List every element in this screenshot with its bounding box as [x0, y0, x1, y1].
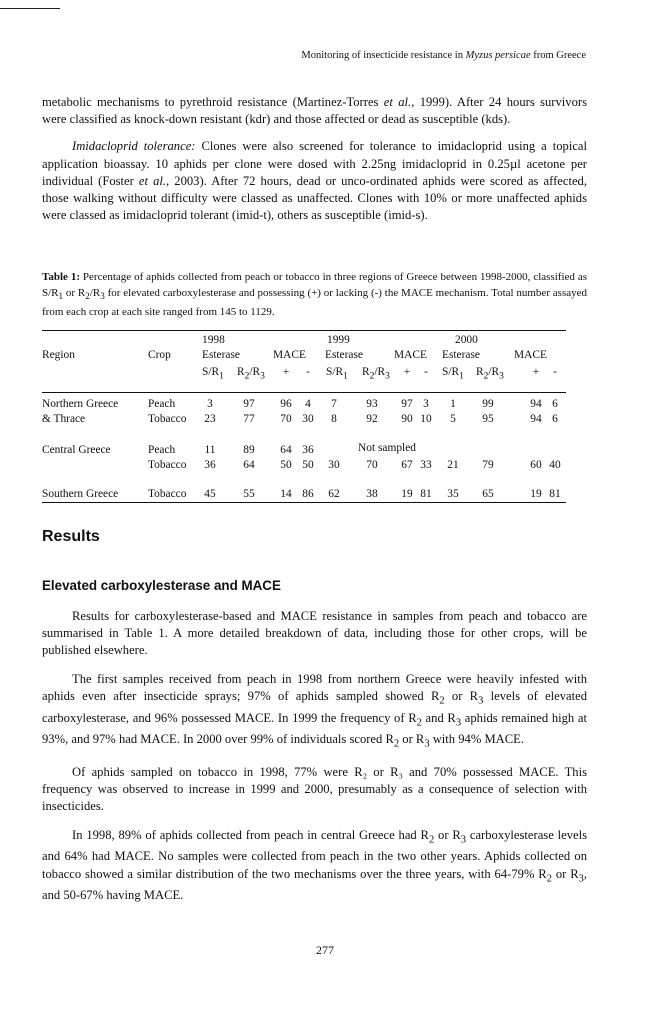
plus-1999: +: [403, 366, 411, 378]
sr1-2000: $S/R_1$: [442, 366, 464, 382]
table-value-cell: 35: [447, 488, 459, 500]
crop-cell: Tobacco: [148, 488, 187, 500]
table-value-cell: 38: [366, 488, 378, 500]
esterase-1998: Esterase: [202, 349, 240, 361]
table-value-cell: 10: [420, 413, 432, 425]
r2r3-1998: $R_2/R_3$: [237, 366, 265, 382]
intro-text: [42, 94, 587, 224]
mace-1999: MACE: [394, 349, 427, 361]
region-cell: Northern Greece: [42, 398, 119, 410]
table-value-cell: 6: [552, 413, 558, 425]
region-cell: Southern Greece: [42, 488, 119, 500]
running-head-species: Myzus persicae: [465, 50, 531, 61]
table-value-cell: 3: [207, 398, 213, 410]
table-value-cell: 19: [401, 488, 413, 500]
page-number: 277: [316, 943, 334, 957]
esterase-1999: Esterase: [325, 349, 363, 361]
table-value-cell: 94: [530, 413, 542, 425]
table-value-cell: 67: [401, 459, 413, 471]
table-value-cell: 1: [450, 398, 456, 410]
crop-cell: Tobacco: [148, 413, 187, 425]
results-heading: Results: [42, 528, 100, 545]
intro-paragraph-1: metabolic mechanisms to pyrethroid resistance (Martinez-Torres et al., 1999). After 24 hours survivors were classified as knock-down resistant (kdr) and those affected or dead as susceptible (kds).: [42, 95, 587, 127]
year-1999: 1999: [327, 334, 350, 346]
table-value-cell: 45: [204, 488, 216, 500]
table-value-cell: 23: [204, 413, 216, 425]
table-value-cell: 7: [331, 398, 337, 410]
region-cell: Central Greece: [42, 444, 111, 456]
table-value-cell: 3: [423, 398, 429, 410]
table-value-cell: 79: [482, 459, 494, 471]
mace-2000: MACE: [514, 349, 547, 361]
table-top-rule: [42, 330, 566, 331]
minus-1998: -: [306, 366, 310, 378]
esterase-2000: Esterase: [442, 349, 480, 361]
table-value-cell: 4: [305, 398, 311, 410]
table-value-cell: 21: [447, 459, 459, 471]
table-value-cell: 94: [530, 398, 542, 410]
table-value-cell: 5: [450, 413, 456, 425]
year-1998: 1998: [202, 334, 225, 346]
imidacloprid-lead: Imidacloprid tolerance:: [72, 139, 196, 154]
table-value-cell: 64: [243, 459, 255, 471]
table-value-cell: 55: [243, 488, 255, 500]
table-value-cell: 93: [366, 398, 378, 410]
plus-1998: +: [282, 366, 290, 378]
table-value-cell: 14: [280, 488, 292, 500]
sr1-1999: $S/R_1$: [326, 366, 348, 382]
sr1-1998: $S/R_1$: [202, 366, 224, 382]
table-value-cell: 60: [530, 459, 542, 471]
results-text: [42, 608, 587, 904]
results-paragraph-2: The first samples received from peach in 1998 from northern Greece were heavily infested with aphids even after insecticide sprays; 97% of aphids sampled showed $R_2$ or $R_3$ levels of elevated carboxylesterase, and 96% possessed MACE. In 1999 the frequency of $R_2$ and $R_3$ aphids remained high at 93%, and 97% had MACE. In 2000 over 99% of individuals scored $R_2$ or $R_3$ with 94% MACE.: [42, 671, 588, 750]
table-value-cell: 50: [302, 459, 314, 471]
table-value-cell: 11: [204, 444, 216, 456]
results-table: [42, 330, 566, 506]
results-paragraph-4: In 1998, 89% of aphids collected from peach in central Greece had $R_2$ or $R_3$ carboxylesterase levels and 64% had MACE. No samples were collected from peach in the two other years. Aphids collected on tobacco showed a similar distribution of the two mechanisms over the three years, with 64-79% $R_2$ or $R_3$, and 50-67% having MACE.: [42, 827, 588, 903]
table-value-cell: 92: [366, 413, 378, 425]
table-value-cell: 89: [243, 444, 255, 456]
table-value-cell: 65: [482, 488, 494, 500]
table-value-cell: 50: [280, 459, 292, 471]
table-value-cell: 70: [280, 413, 292, 425]
table-value-cell: 81: [420, 488, 432, 500]
crop-cell: Peach: [148, 444, 176, 456]
table-value-cell: 99: [482, 398, 494, 410]
plus-2000: +: [532, 366, 540, 378]
table-value-cell: 36: [204, 459, 216, 471]
corner-rule: [0, 8, 60, 9]
table-value-cell: 40: [549, 459, 561, 471]
table-value-cell: 95: [482, 413, 494, 425]
results-paragraph-3: Of aphids sampled on tobacco in 1998, 77% were R₂ or R₃ and 70% possessed MACE. This frequency was observed to increase in 1999 and 2000, presumably as a consequence of selection with insecticides.: [42, 764, 587, 814]
minus-2000: -: [553, 366, 557, 378]
table-value-cell: 33: [420, 459, 432, 471]
crop-cell: Peach: [148, 398, 176, 410]
intro-paragraph-2: Imidacloprid tolerance: Clones were also screened for tolerance to imidacloprid using a topical application bioassay. 10 aphids per clone were dosed with 2.25ng imidacloprid in 0.25µl acetone per individual (Foster et al., 2003). After 72 hours, dead or unco-ordinated aphids were scored as affected, those walking without difficulty were classed as unaffected. Clones with 10% or more unaffected aphids were classed as imidacloprid tolerant (imid-t), others as susceptible (imid-s).: [42, 139, 588, 223]
not-sampled-note: Not sampled: [358, 442, 416, 454]
table-value-cell: 19: [530, 488, 542, 500]
table-value-cell: 30: [328, 459, 340, 471]
table-value-cell: 36: [302, 444, 314, 456]
table-value-cell: 97: [243, 398, 255, 410]
minus-1999: -: [424, 366, 428, 378]
r2r3-1999: $R_2/R_3$: [362, 366, 390, 382]
table-value-cell: 62: [328, 488, 340, 500]
table-value-cell: 81: [549, 488, 561, 500]
results-paragraph-1: Results for carboxylesterase-based and MACE resistance in samples from peach and tobacco are summarised in Table 1. A more detailed breakdown of data, including those for other crops, will be published elsewhere.: [42, 609, 587, 658]
table-value-cell: 70: [366, 459, 378, 471]
table-value-cell: 96: [280, 398, 292, 410]
table-value-cell: 8: [331, 413, 337, 425]
col-crop: Crop: [148, 349, 171, 361]
table-caption: Table 1: Percentage of aphids collected from peach or tobacco in three regions of Greece between 1998-2000, classified as $S/R_1$ or $R_2/R_3$ for elevated carboxylesterase and possessing (+) or lacking (-) the MACE mechanism. Total number assayed from each crop at each site ranged from 145 to 1129.: [42, 271, 588, 318]
table-value-cell: 90: [401, 413, 413, 425]
table-value-cell: 30: [302, 413, 314, 425]
table-value-cell: 97: [401, 398, 413, 410]
r2r3-2000: $R_2/R_3$: [476, 366, 504, 382]
running-head: Monitoring of insecticide resistance in Myzus persicae from Greece: [301, 50, 586, 61]
table-bottom-rule: [42, 502, 566, 503]
carboxylesterase-subheading: Elevated carboxylesterase and MACE: [42, 578, 281, 593]
region-cell: & Thrace: [42, 413, 86, 425]
mace-1998: MACE: [273, 349, 306, 361]
year-2000: 2000: [455, 334, 478, 346]
crop-cell: Tobacco: [148, 459, 187, 471]
table-value-cell: 6: [552, 398, 558, 410]
table-value-cell: 77: [243, 413, 255, 425]
table-value-cell: 64: [280, 444, 292, 456]
table-header-rule: [42, 392, 566, 393]
col-region: Region: [42, 349, 75, 361]
table-value-cell: 86: [302, 488, 314, 500]
